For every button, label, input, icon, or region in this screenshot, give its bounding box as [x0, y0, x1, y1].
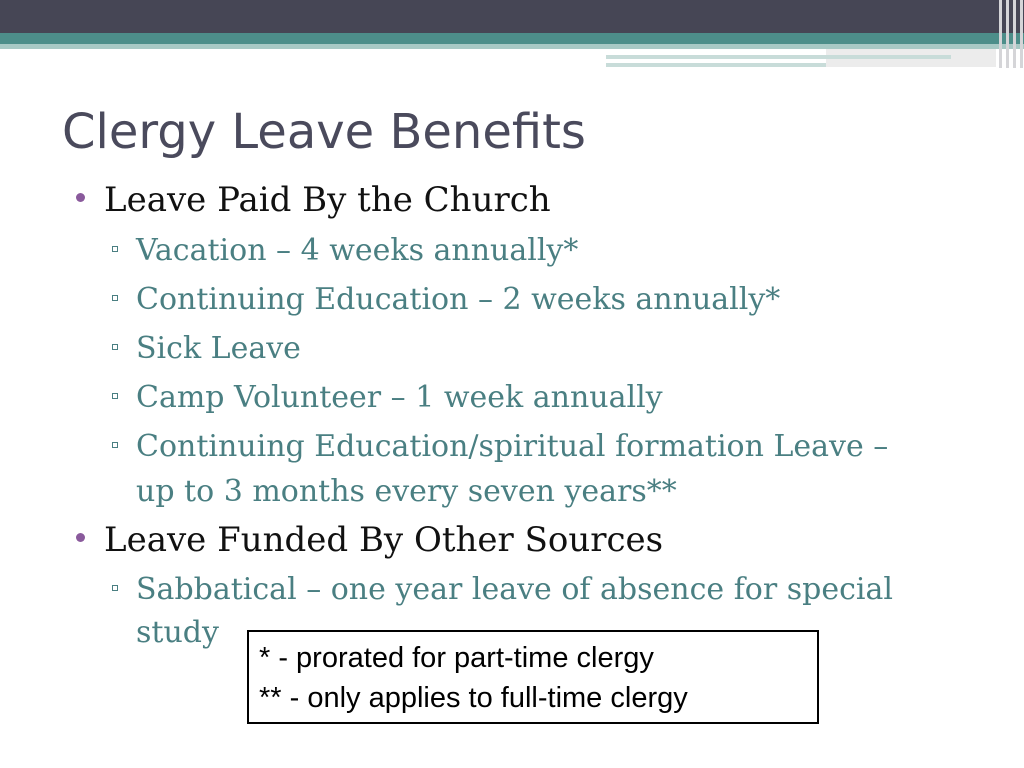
header-stripes — [994, 0, 1024, 68]
square-bullet-icon — [112, 393, 118, 399]
header-accent-line — [606, 63, 826, 67]
bullet-text: Continuing Education/spiritual formation Leave – — [136, 429, 889, 464]
square-bullet-icon — [112, 442, 118, 448]
bullet-dot-icon — [76, 193, 85, 202]
bullet-text: Leave Paid By the Church — [104, 180, 551, 220]
bullet-dot-icon — [76, 533, 85, 542]
slide-title: Clergy Leave Benefits — [62, 104, 586, 160]
header-dark-band — [0, 0, 1024, 33]
bullet-text: study — [136, 615, 219, 650]
bullet-level2 — [136, 230, 578, 272]
bullet-text: Leave Funded By Other Sources — [104, 520, 664, 560]
bullet-level1 — [104, 180, 551, 220]
bullet-level2 — [136, 377, 663, 419]
bullet-level2 — [136, 279, 780, 321]
bullet-level2 — [136, 426, 888, 468]
square-bullet-icon — [112, 295, 118, 301]
square-bullet-icon — [112, 585, 118, 591]
bullet-level2 — [136, 328, 301, 370]
square-bullet-icon — [112, 246, 118, 252]
header-accent-line — [606, 55, 951, 59]
bullet-text: Sabbatical – one year leave of absence for special — [136, 572, 893, 607]
footnote-box — [247, 630, 819, 724]
footnote-line: ** - only applies to full-time clergy — [259, 682, 688, 714]
bullet-level2-continuation — [136, 471, 677, 513]
header-teal-band — [0, 33, 1024, 44]
bullet-text: Vacation – 4 weeks annually* — [136, 233, 579, 268]
bullet-text: Continuing Education – 2 weeks annually* — [136, 282, 781, 317]
bullet-level2-continuation — [136, 612, 219, 654]
bullet-level1 — [104, 520, 663, 560]
bullet-text: Camp Volunteer – 1 week annually — [136, 380, 663, 415]
bullet-text: Sick Leave — [136, 331, 301, 366]
footnote-line: * - prorated for part-time clergy — [259, 642, 654, 674]
bullet-level2 — [136, 569, 893, 611]
bullet-text: up to 3 months every seven years** — [136, 474, 677, 509]
square-bullet-icon — [112, 344, 118, 350]
